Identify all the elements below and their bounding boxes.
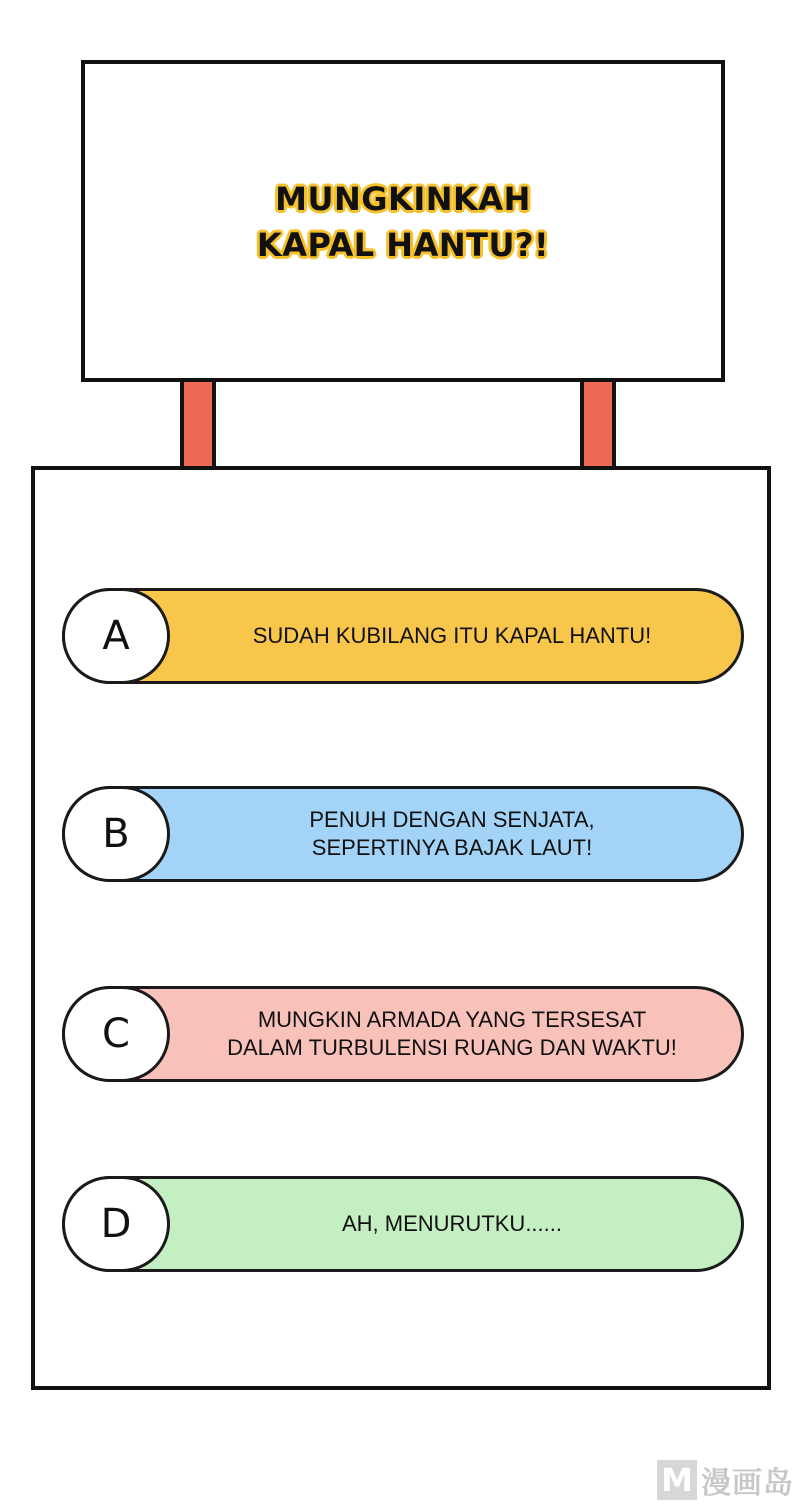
option-d-button[interactable] bbox=[62, 1176, 744, 1272]
option-a-letter: A bbox=[62, 588, 170, 684]
watermark-logo: M bbox=[657, 1460, 697, 1500]
sign-title bbox=[85, 176, 721, 268]
option-c-text-line-2: DALAM TURBULENSI RUANG DAN WAKTU! bbox=[227, 1035, 677, 1060]
option-b-text-line-1: PENUH DENGAN SENJATA, bbox=[309, 807, 595, 832]
option-d-text-line-1: AH, MENURUTKU...... bbox=[341, 1211, 562, 1236]
watermark bbox=[657, 1458, 794, 1502]
option-a-text bbox=[177, 591, 727, 681]
option-a-text-line-1: SUDAH KUBILANG ITU KAPAL HANTU! bbox=[252, 623, 652, 648]
option-d-letter: D bbox=[62, 1176, 170, 1272]
option-c-text bbox=[177, 989, 727, 1079]
sign-title-line-2: KAPAL HANTU?! bbox=[256, 226, 550, 264]
option-c-letter: C bbox=[62, 986, 170, 1082]
sign-title-line-1: MUNGKINKAH bbox=[275, 180, 531, 218]
option-b-text-line-2: SEPERTINYA BAJAK LAUT! bbox=[311, 835, 593, 860]
watermark-text: 漫画岛 bbox=[701, 1466, 794, 1501]
option-c-text-line-1: MUNGKIN ARMADA YANG TERSESAT bbox=[257, 1007, 647, 1032]
sign-post-left bbox=[180, 382, 216, 470]
option-b-letter: B bbox=[62, 786, 170, 882]
option-c-button[interactable] bbox=[62, 986, 744, 1082]
option-b-button[interactable] bbox=[62, 786, 744, 882]
sign-board bbox=[81, 60, 725, 382]
option-a-button[interactable] bbox=[62, 588, 744, 684]
option-d-text bbox=[177, 1179, 727, 1269]
option-b-text bbox=[177, 789, 727, 879]
sign-post-right bbox=[580, 382, 616, 470]
